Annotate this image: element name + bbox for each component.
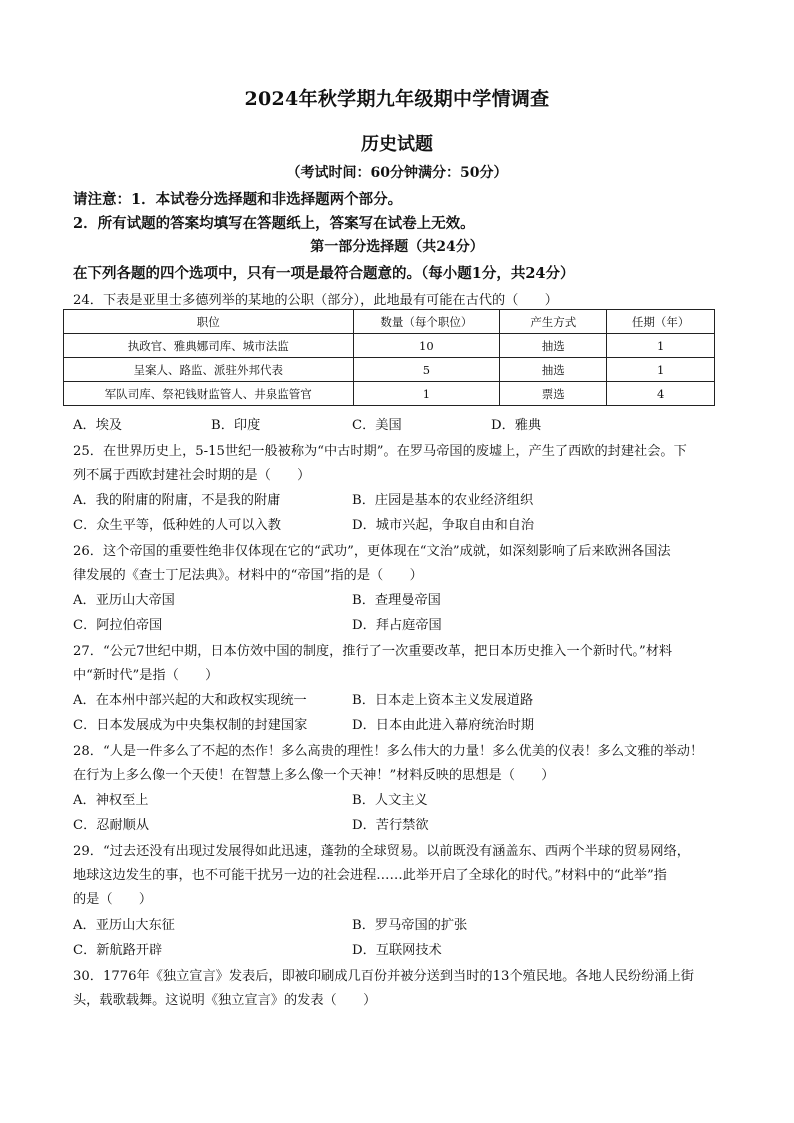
option-a: A．亚历山大东征 <box>73 918 175 933</box>
question-26-stem: 26．这个帝国的重要性绝非仅体现在它的“武功”，更体现在“文治”成就，如深刻影响了后来欧洲各国法 <box>73 544 671 559</box>
option-b: B．庄园是基本的农业经济组织 <box>352 493 534 508</box>
table-cell: 1 <box>607 358 715 382</box>
table-header-row <box>64 310 715 334</box>
table-row <box>64 358 715 382</box>
question-25-stem: 25．在世界历史上，5-15世纪一般被称为“中古时期”。在罗马帝国的废墟上，产生了西欧的封建社会。下 <box>73 444 687 459</box>
option-b: B．日本走上资本主义发展道路 <box>352 693 534 708</box>
option-b: B．印度 <box>211 418 261 433</box>
question-29-stem-cont-2: 的是（ ） <box>73 892 153 907</box>
option-d: D．互联网技术 <box>352 943 442 958</box>
option-a: A．我的附庸的附庸，不是我的附庸 <box>73 493 281 508</box>
notice-line-2: 2．所有试题的答案均填写在答题纸上，答案写在试卷上无效。 <box>73 215 475 232</box>
table-cell: 军队司库、祭祀钱财监管人、井泉监管官 <box>64 382 354 406</box>
question-30-stem: 30．1776年《独立宣言》发表后，即被印刷成几百份并被分送到当时的13个殖民地。各地人民纷纷涌上街 <box>73 969 694 984</box>
exam-info: （考试时间：60分钟满分：50分） <box>286 165 508 181</box>
option-d: D．雅典 <box>491 418 542 433</box>
table-header-cell: 产生方式 <box>500 310 607 334</box>
option-c: C．美国 <box>352 418 402 433</box>
option-b: B．查理曼帝国 <box>352 593 441 608</box>
table-cell: 1 <box>353 382 500 406</box>
section-title: 第一部分选择题（共24分） <box>310 239 484 255</box>
option-b: B．罗马帝国的扩张 <box>352 918 468 933</box>
option-d: D．城市兴起，争取自由和自治 <box>352 518 535 533</box>
table-cell: 抽选 <box>500 334 607 358</box>
question-30-stem-cont: 头，载歌载舞。这说明《独立宣言》的发表（ ） <box>73 993 377 1008</box>
option-c: C．新航路开辟 <box>73 943 163 958</box>
option-d: D．日本由此进入幕府统治时期 <box>352 718 535 733</box>
table-cell: 抽选 <box>500 358 607 382</box>
notice-line-1: 请注意：1．本试卷分选择题和非选择题两个部分。 <box>73 191 403 208</box>
question-28-stem-cont: 在行为上多么像一个天使！在智慧上多么像一个天神！”材料反映的思想是（ ） <box>73 768 555 783</box>
option-a: A．神权至上 <box>73 793 149 808</box>
table-cell: 执政官、雅典娜司库、城市法监 <box>64 334 354 358</box>
section-instruction: 在下列各题的四个选项中，只有一项是最符合题意的。（每小题1分，共24分） <box>73 265 575 282</box>
option-c: C．忍耐顺从 <box>73 818 150 833</box>
table-header-cell: 任期（年） <box>607 310 715 334</box>
table-cell: 4 <box>607 382 715 406</box>
table-cell: 5 <box>353 358 500 382</box>
question-24-table <box>63 309 715 406</box>
table-cell: 1 <box>607 334 715 358</box>
option-a: A．埃及 <box>73 418 123 433</box>
table-cell: 票选 <box>500 382 607 406</box>
table-cell: 呈案人、路监、派驻外邦代表 <box>64 358 354 382</box>
option-c: C．日本发展成为中央集权制的封建国家 <box>73 718 308 733</box>
option-a: A．在本州中部兴起的大和政权实现统一 <box>73 693 307 708</box>
question-27-stem: 27．“公元7世纪中期，日本仿效中国的制度，推行了一次重要改革，把日本历史推入一个新时代。”材料 <box>73 644 673 659</box>
table-row <box>64 382 715 406</box>
question-29-stem-cont: 地球这边发生的事，也不可能干扰另一边的社会进程……此举开启了全球化的时代。”材料中的“此举”指 <box>73 868 667 883</box>
table-header-cell: 数量（每个职位） <box>353 310 500 334</box>
subject-title: 历史试题 <box>361 134 433 155</box>
option-a: A．亚历山大帝国 <box>73 593 175 608</box>
option-d: D．拜占庭帝国 <box>352 618 442 633</box>
table-header-cell: 职位 <box>64 310 354 334</box>
option-c: C．众生平等，低种姓的人可以入教 <box>73 518 281 533</box>
option-c: C．阿拉伯帝国 <box>73 618 163 633</box>
table-cell: 10 <box>353 334 500 358</box>
question-24-stem: 24．下表是亚里士多德列举的某地的公职（部分），此地最有可能在古代的（ ） <box>73 293 558 308</box>
option-b: B．人文主义 <box>352 793 428 808</box>
question-27-stem-cont: 中“新时代”是指（ ） <box>73 668 219 683</box>
option-d: D．苦行禁欲 <box>352 818 429 833</box>
question-25-stem-cont: 列不属于西欧封建社会时期的是（ ） <box>73 468 311 483</box>
question-28-stem: 28．“人是一件多么了不起的杰作！多么高贵的理性！多么伟大的力量！多么优美的仪表！多么文雅的举动！ <box>73 744 704 759</box>
table-row <box>64 334 715 358</box>
question-29-stem: 29．“过去还没有出现过发展得如此迅速，蓬勃的全球贸易。以前既没有涵盖东、西两个半球的贸易网络， <box>73 844 690 859</box>
question-26-stem-cont: 律发展的《查士丁尼法典》。材料中的“帝国”指的是（ ） <box>73 568 423 583</box>
exam-title: 2024年秋学期九年级期中学情调查 <box>244 88 550 110</box>
